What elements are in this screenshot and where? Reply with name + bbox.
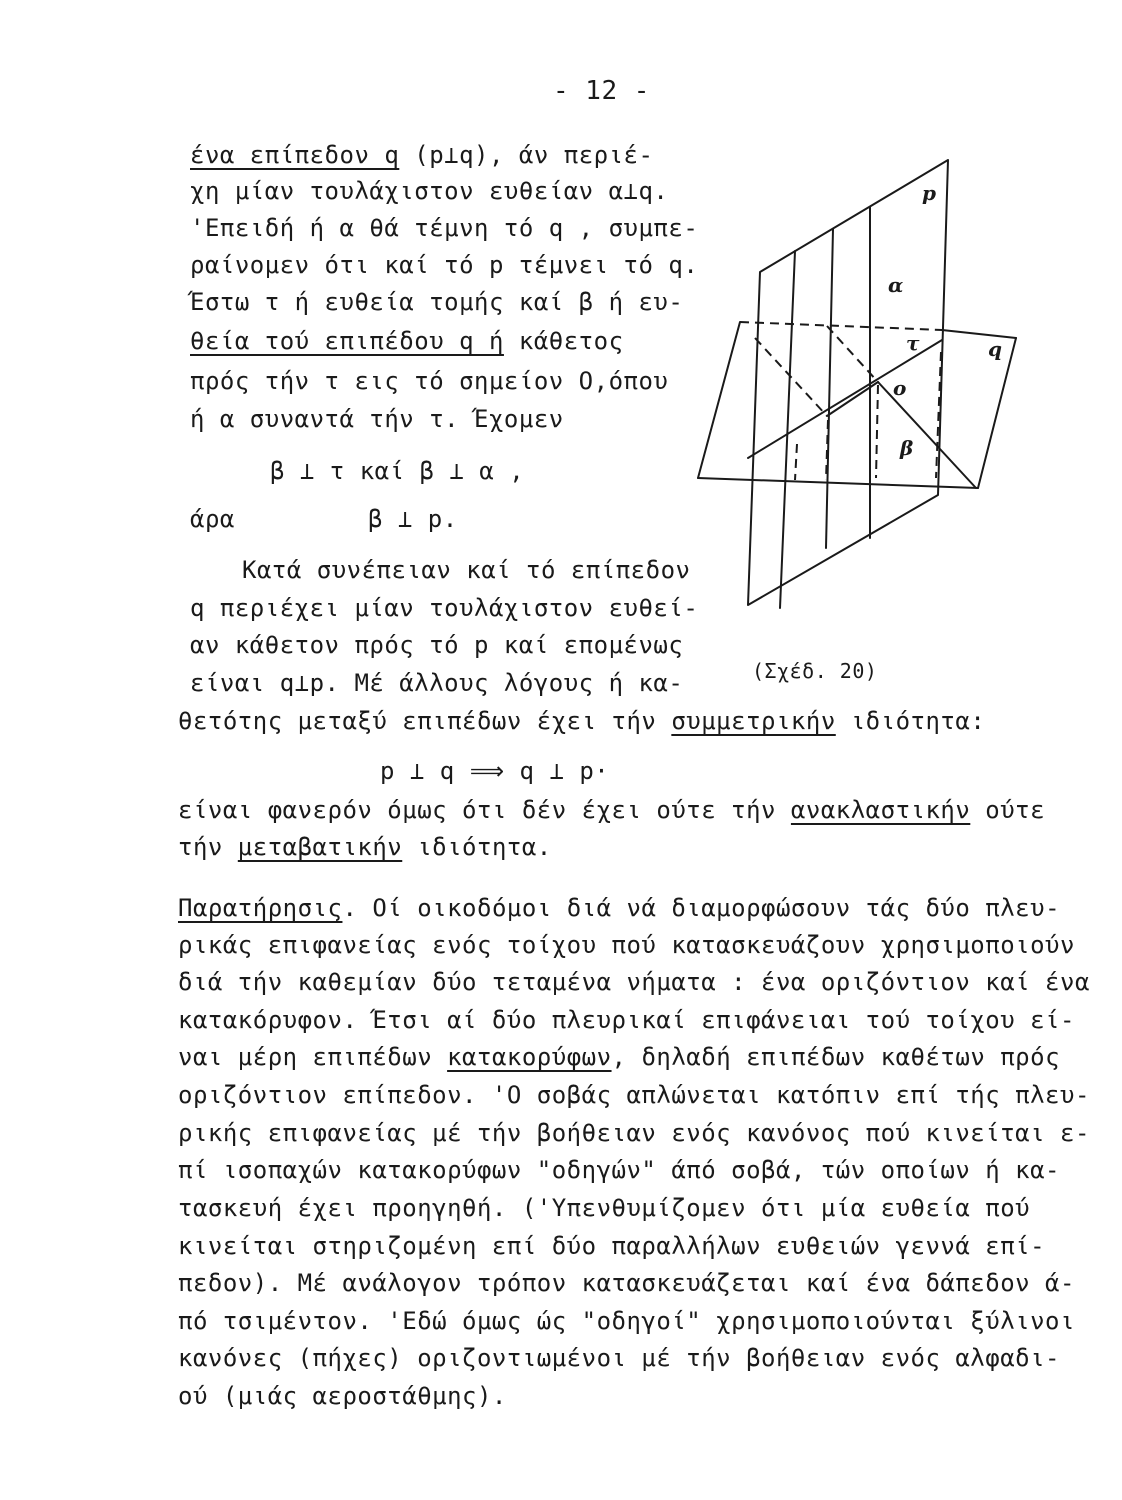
text-line: αν κάθετον πρός τό p καί επομένως xyxy=(190,631,684,659)
text-line: ένα επίπεδον q (p⊥q), άν περιέ- xyxy=(190,141,654,169)
text-line: τήν μεταβατικήν ιδιότητα. xyxy=(178,833,552,861)
label-beta: β xyxy=(900,436,914,460)
page-number: - 12 - xyxy=(553,76,650,106)
text-line: q περιέχει μίαν τουλάχιστον ευθεί- xyxy=(190,594,699,622)
text-line: θετότης μεταξύ επιπέδων έχει τήν συμμετρικήν ιδιότητα: xyxy=(178,707,986,735)
text-line: ρικής επιφανείας μέ τήν βοήθειαν ενός κανόνος πού κινείται ε- xyxy=(178,1119,1090,1147)
label-o: ο xyxy=(893,376,907,400)
text-line: κινείται στηριζομένη επί δύο παραλλήλων ευθειών γεννά επί- xyxy=(178,1232,1046,1260)
label-tau: τ xyxy=(906,331,920,355)
plane-p xyxy=(748,160,948,605)
text-line: πί ισοπαχών κατακορύφων "οδηγών" άπό σοβά, τών οποίων ή κα- xyxy=(178,1156,1061,1184)
hidden-line xyxy=(795,444,797,480)
text-line: είναι q⊥p. Μέ άλλους λόγους ή κα- xyxy=(190,669,684,697)
text-line: διά τήν καθεμίαν δύο τεταμένα νήματα : ένα οριζόντιον καί ένα xyxy=(178,968,1090,996)
ara-expression: β ⊥ p. xyxy=(368,505,458,533)
text-line: ρικάς επιφανείας ενός τοίχου πού κατασκευάζουν χρησιμοποιούν xyxy=(178,931,1075,959)
text-line: Έστω τ ή ευθεία τομής καί β ή ευ- xyxy=(190,288,684,316)
text-line: είναι φανερόν όμως ότι δέν έχει ούτε τήν ανακλαστικήν ούτε xyxy=(178,796,1046,824)
implication-line: p ⊥ q ⟹ q ⊥ p· xyxy=(380,757,610,785)
hidden-line xyxy=(876,385,878,478)
text-line: Παρατήρησις. Οί οικοδόμοι διά νά διαμορφώσουν τάς δύο πλευ- xyxy=(178,894,1061,922)
text-line: ναι μέρη επιπέδων κατακορύφων, δηλαδή επιπέδων καθέτων πρός xyxy=(178,1043,1061,1071)
text-line: Κατά συνέπειαν καί τό επίπεδον xyxy=(242,556,691,584)
label-q: q xyxy=(988,337,1002,361)
hidden-edge xyxy=(740,322,942,330)
plane-q-edge xyxy=(698,478,978,488)
text-line: ή α συναντά τήν τ. Έχομεν xyxy=(190,405,564,433)
text-line: θεία τού επιπέδου q ή κάθετος xyxy=(190,327,624,355)
plane-q-edge xyxy=(942,330,1016,338)
text-line: πό τσιμέντον. 'Εδώ όμως ώς "οδηγοί" χρησιμοποιούνται ξύλινοι xyxy=(178,1307,1075,1335)
label-p: p xyxy=(922,181,936,205)
text-line: κανόνες (πήχες) οριζοντιωμένοι μέ τήν βοήθειαν ενός αλφαδι- xyxy=(178,1344,1061,1372)
plane-p-ruling xyxy=(826,229,833,548)
figure-caption: (Σχέδ. 20) xyxy=(752,659,878,683)
math-line: β ⊥ τ καί β ⊥ α , xyxy=(270,457,525,485)
plane-p-ruling xyxy=(780,251,795,608)
text-line: πρός τήν τ εις τό σημείον Ο,όπου xyxy=(190,367,669,395)
text-line: 'Επειδή ή α θά τέμνη τό q , συμπε- xyxy=(190,214,699,242)
plane-q-edge xyxy=(698,322,740,478)
planes-figure xyxy=(690,155,1030,625)
text-line: τασκευή έχει προηγηθή. ('Υπενθυμίζομεν ότι μία ευθεία πού xyxy=(178,1194,1031,1222)
label-alpha: α xyxy=(888,273,904,297)
text-line: οριζόντιον επίπεδον. 'Ο σοβάς απλώνεται κατόπιν επί τής πλευ- xyxy=(178,1081,1090,1109)
text-line: κατακόρυφον. Έτσι αί δύο πλευρικαί επιφάνειαι τού τοίχου εί- xyxy=(178,1006,1075,1034)
text-line: πεδον). Μέ ανάλογον τρόπον κατασκευάζεται καί ένα δάπεδον ά- xyxy=(178,1269,1075,1297)
text-line: χη μίαν τουλάχιστον ευθείαν α⊥q. xyxy=(190,177,669,205)
text-line: ού (μιάς αεροστάθμης). xyxy=(178,1382,507,1410)
ara-word: άρα xyxy=(190,505,235,533)
text-line: ραίνομεν ότι καί τό p τέμνει τό q. xyxy=(190,251,699,279)
